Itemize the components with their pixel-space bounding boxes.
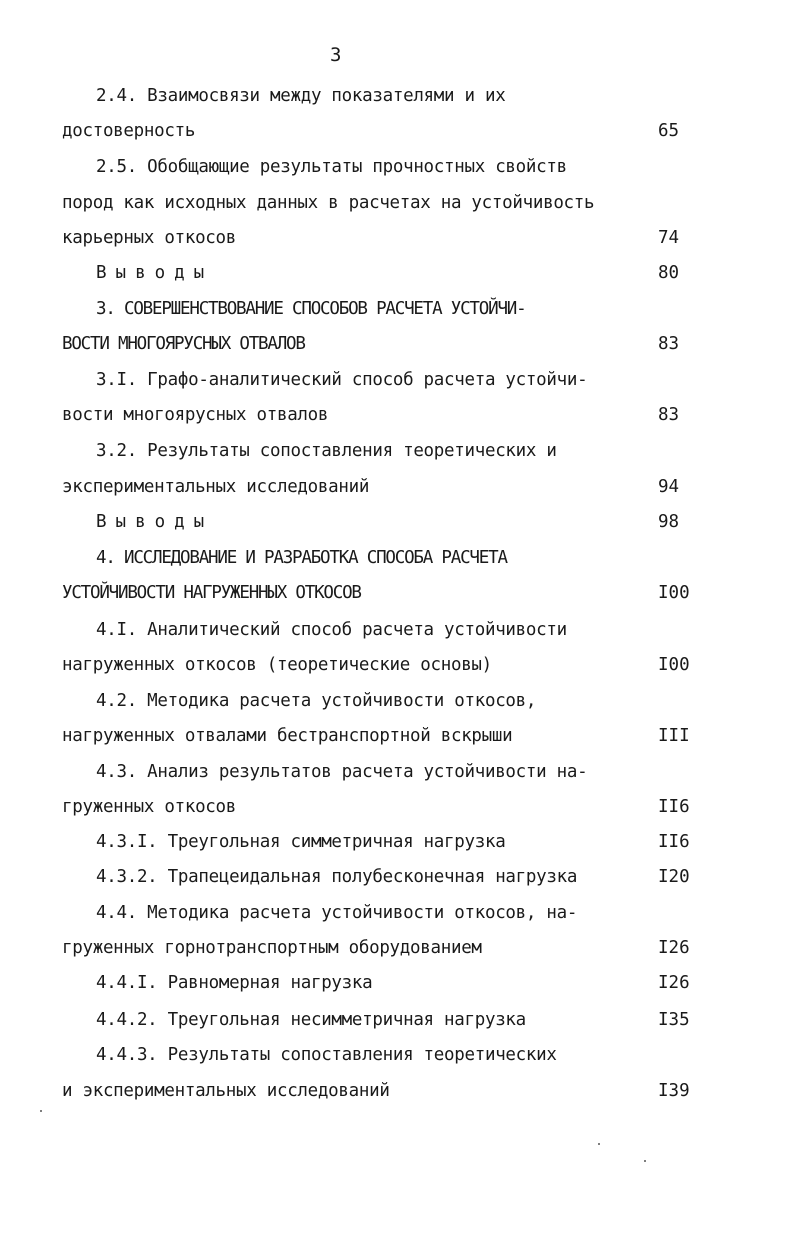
- toc-line: нагруженных отвалами бестранспортной вскрыши: [62, 726, 513, 746]
- toc-page-number: 74: [658, 228, 680, 248]
- toc-page-number: III: [658, 726, 690, 746]
- toc-line: 4.2. Методика расчета устойчивости откосов,: [96, 691, 537, 711]
- toc-page-number: I39: [658, 1081, 690, 1101]
- toc-line: нагруженных откосов (теоретические основы): [62, 655, 492, 675]
- toc-line: пород как исходных данных в расчетах на устойчивость: [62, 193, 595, 213]
- toc-chapter-heading: 3. СОВЕРШЕНСТВОВАНИЕ СПОСОБОВ РАСЧЕТА УСТОЙЧИ-: [96, 299, 526, 319]
- toc-line: 4.I. Аналитический способ расчета устойчивости: [96, 620, 567, 640]
- toc-line: 4.4.3. Результаты сопоставления теоретических: [96, 1045, 557, 1065]
- toc-page-number: II6: [658, 832, 690, 852]
- toc-line: 3.I. Графо-аналитический способ расчета устойчи-: [96, 370, 588, 390]
- toc-line: 4.4.2. Треугольная несимметричная нагрузка: [96, 1010, 526, 1030]
- toc-page-number: 83: [658, 405, 680, 425]
- toc-line: 4.4.I. Равномерная нагрузка: [96, 973, 373, 993]
- toc-line: груженных горнотранспортным оборудованием: [62, 938, 482, 958]
- toc-page-number: I20: [658, 867, 690, 887]
- toc-page-number: 94: [658, 477, 680, 497]
- page-number: 3: [330, 44, 342, 66]
- toc-page-number: I00: [658, 583, 690, 603]
- toc-line-conclusions: Выводы: [96, 512, 214, 532]
- toc-line: 4.3.I. Треугольная симметричная нагрузка: [96, 832, 506, 852]
- toc-chapter-heading: ВОСТИ МНОГОЯРУСНЫХ ОТВАЛОВ: [62, 334, 305, 354]
- scan-speck: [598, 1143, 600, 1145]
- toc-line: груженных откосов: [62, 797, 237, 817]
- toc-line: и экспериментальных исследований: [62, 1081, 390, 1101]
- toc-page-number: 80: [658, 263, 680, 283]
- toc-chapter-heading: 4. ИССЛЕДОВАНИЕ И РАЗРАБОТКА СПОСОБА РАСЧЕТА: [96, 548, 507, 568]
- toc-line: карьерных откосов: [62, 228, 237, 248]
- toc-line: 4.3.2. Трапецеидальная полубесконечная нагрузка: [96, 867, 578, 887]
- toc-line: экспериментальных исследований: [62, 477, 370, 497]
- toc-line: 4.4. Методика расчета устойчивости откосов, на-: [96, 903, 578, 923]
- scan-speck: [40, 1110, 42, 1112]
- toc-page-number: II6: [658, 797, 690, 817]
- toc-page-number: I00: [658, 655, 690, 675]
- toc-line-conclusions: Выводы: [96, 263, 214, 283]
- toc-page-number: I26: [658, 973, 690, 993]
- toc-line: 4.3. Анализ результатов расчета устойчивости на-: [96, 762, 588, 782]
- toc-line: вости многоярусных отвалов: [62, 405, 329, 425]
- toc-page-number: I35: [658, 1010, 690, 1030]
- scan-speck: [644, 1160, 646, 1162]
- toc-page-number: 83: [658, 334, 680, 354]
- toc-chapter-heading: УСТОЙЧИВОСТИ НАГРУЖЕННЫХ ОТКОСОВ: [62, 583, 361, 603]
- toc-page-number: I26: [658, 938, 690, 958]
- toc-line: 2.4. Взаимосвязи между показателями и их: [96, 86, 506, 106]
- toc-line: 2.5. Обобщающие результаты прочностных свойств: [96, 157, 567, 177]
- toc-page-number: 98: [658, 512, 680, 532]
- toc-page-number: 65: [658, 121, 680, 141]
- toc-line: 3.2. Результаты сопоставления теоретических и: [96, 441, 557, 461]
- toc-line: достоверность: [62, 121, 196, 141]
